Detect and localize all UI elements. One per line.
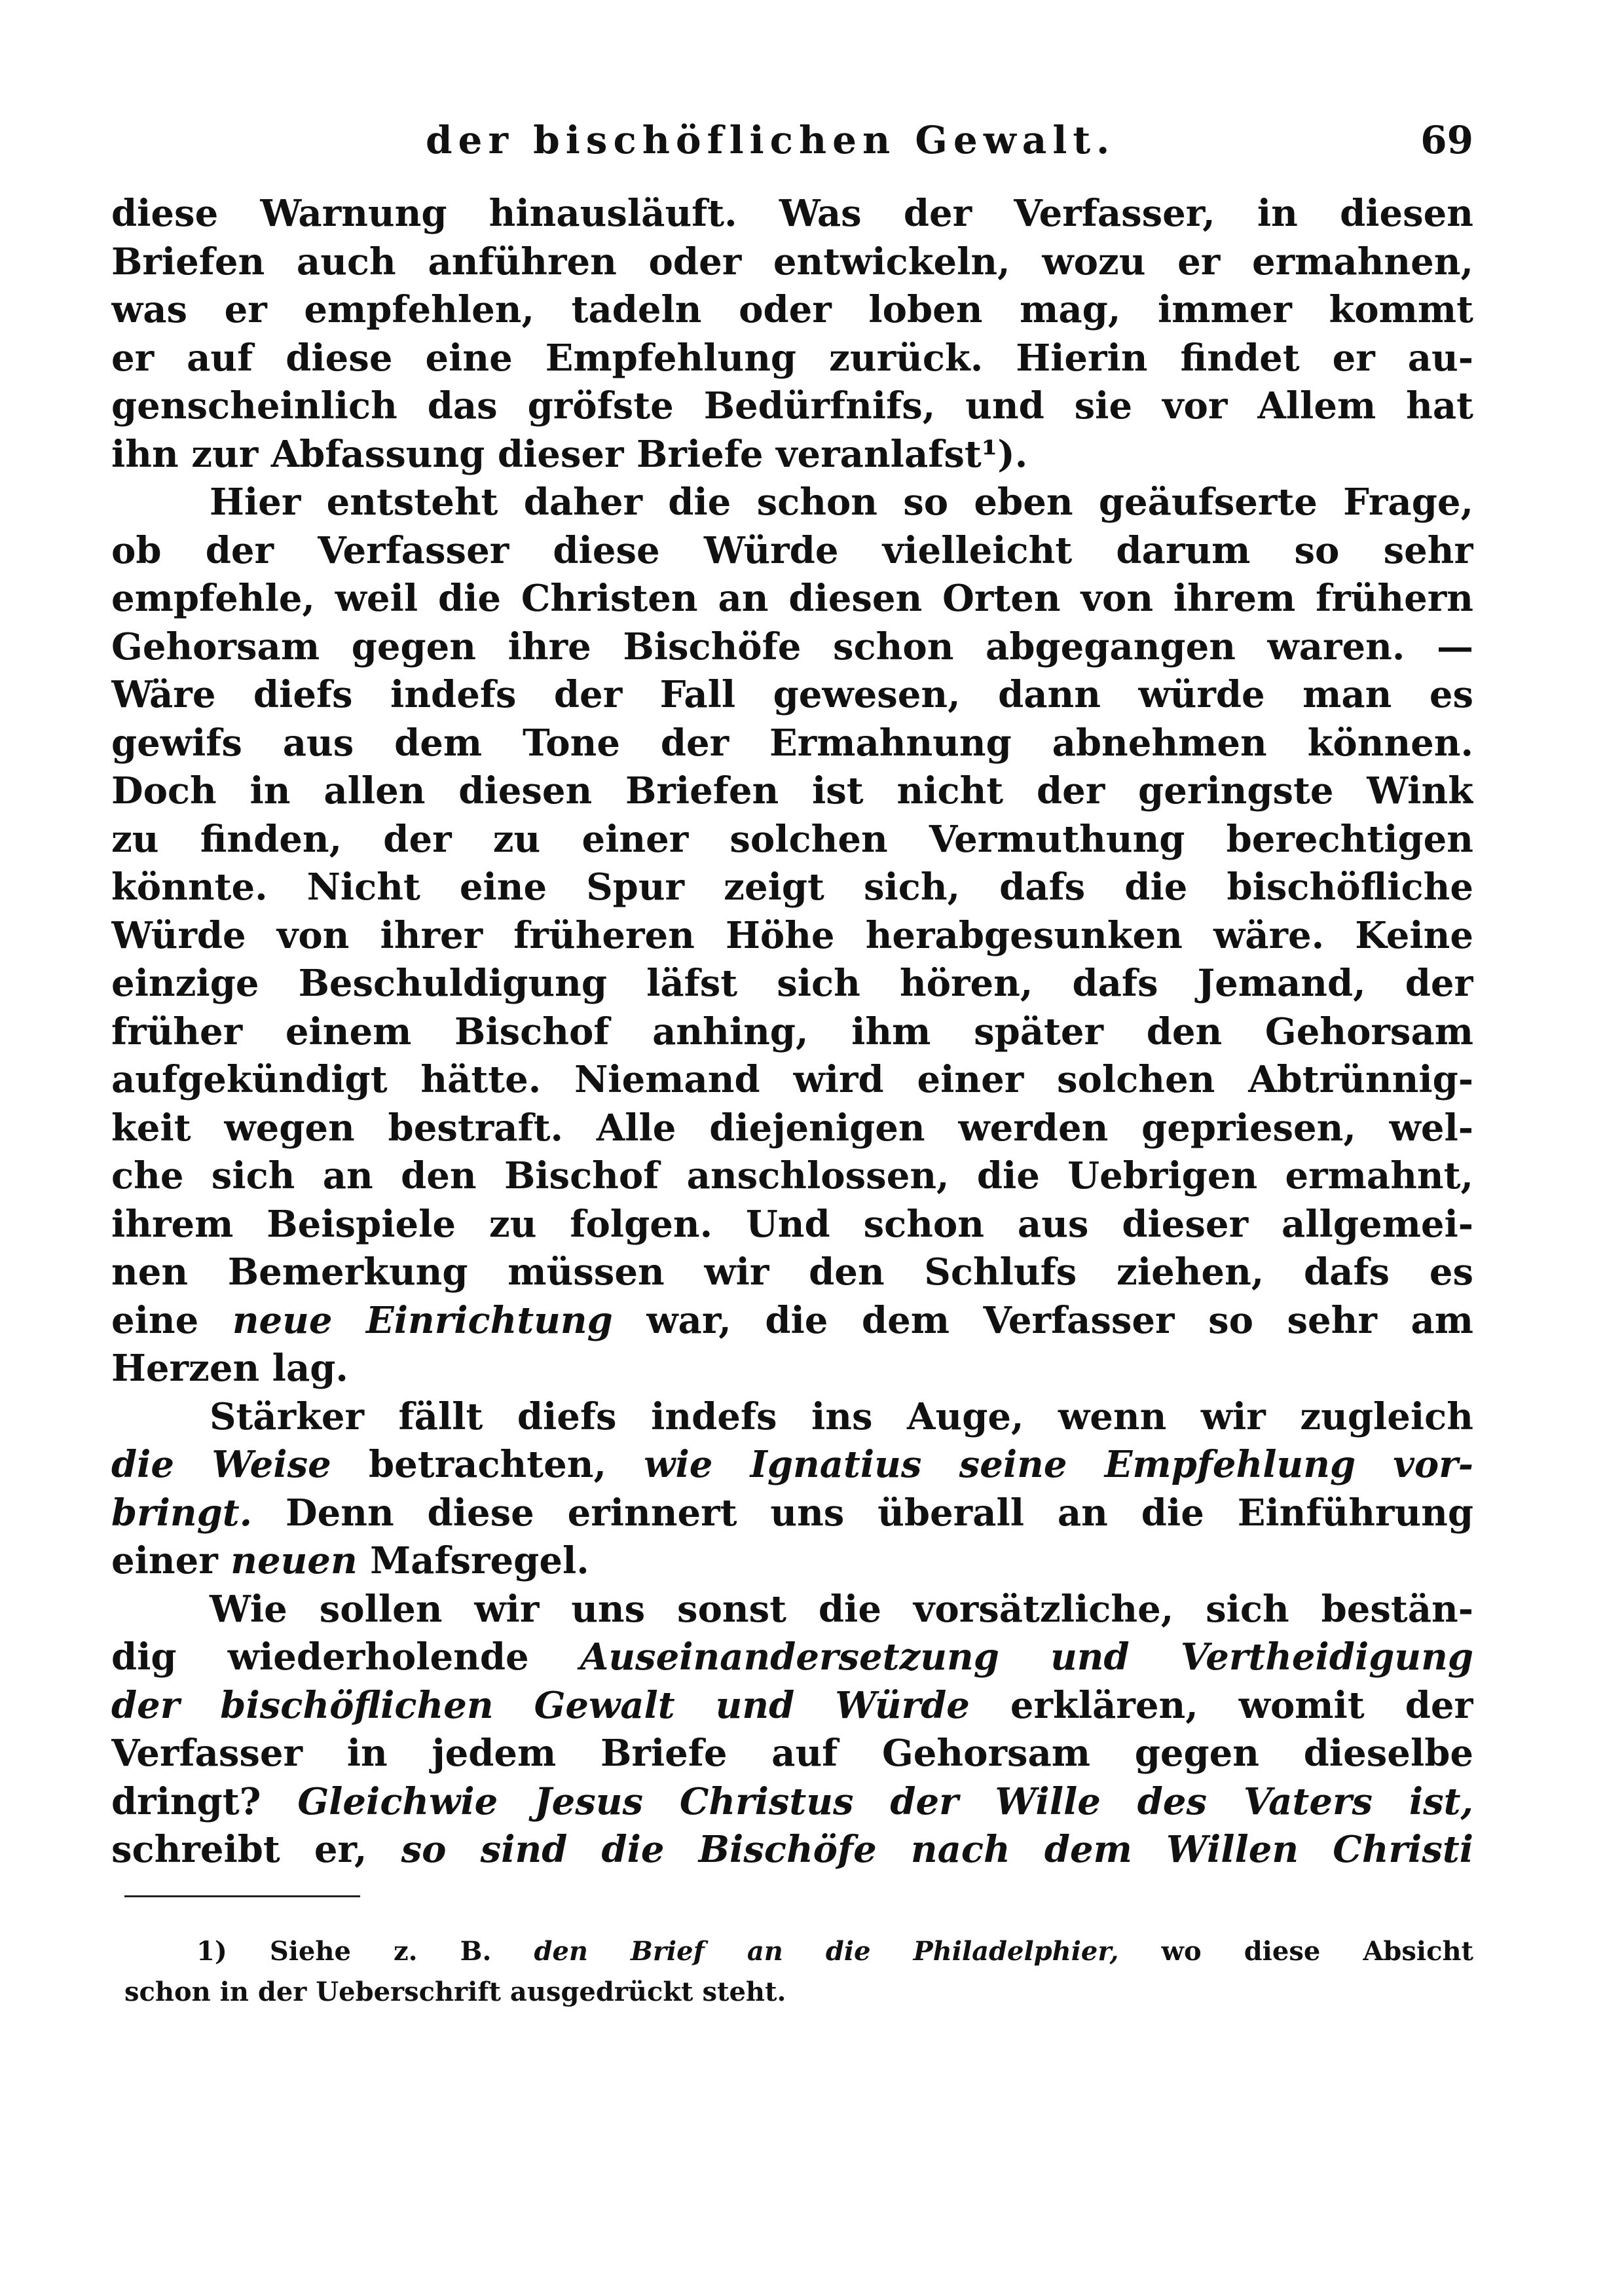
text-line	[111, 1682, 1473, 1730]
text-line	[111, 527, 1473, 575]
text-run: diese Warnung hinausläuft. Was der Verfasser, in diesen	[111, 192, 1473, 235]
italic-text: der bischöflichen Gewalt und Würde	[111, 1683, 970, 1727]
text-run: zu finden, der zu einer solchen Vermuthung berechtigen	[111, 817, 1473, 861]
italic-text: so sind die Bischöfe nach dem Willen Christi	[401, 1828, 1473, 1871]
text-line	[111, 1826, 1473, 1874]
text-line	[111, 767, 1473, 816]
text-line	[111, 1537, 1473, 1586]
text-run: Verfasser in jedem Briefe auf Gehorsam gegen dieselbe	[111, 1732, 1473, 1775]
text-run: einer	[111, 1539, 231, 1582]
text-line	[111, 1104, 1473, 1153]
text-line	[111, 1730, 1473, 1778]
text-run: was er empfehlen, tadeln oder loben mag, immer kommt	[111, 288, 1473, 331]
text-line	[111, 912, 1473, 960]
text-run: Doch in allen diesen Briefen ist nicht der geringste Wink	[111, 769, 1473, 812]
text-run: empfehle, weil die Christen an diesen Orten von ihrem frühern	[111, 577, 1473, 620]
text-run: ob der Verfasser diese Würde vielleicht darum so sehr	[111, 528, 1473, 572]
text-run: Würde von ihrer früheren Höhe herabgesunken wäre. Keine	[111, 913, 1473, 957]
text-run: dig wiederholende	[111, 1635, 580, 1679]
text-line	[111, 286, 1473, 335]
text-line	[111, 1008, 1473, 1057]
text-line	[111, 816, 1473, 864]
text-line	[111, 479, 1473, 527]
text-line	[111, 671, 1473, 720]
text-line	[111, 623, 1473, 672]
page-header	[111, 118, 1473, 170]
text-run: erklären, womit der	[969, 1683, 1473, 1727]
italic-text: wie Ignatius seine Empfehlung vor-	[644, 1443, 1473, 1486]
text-run: schon in der Ueberschrift ausgedrückt steht.	[124, 1977, 786, 2007]
footnote-line	[124, 1972, 1473, 2013]
text-line	[111, 238, 1473, 287]
footnotes	[124, 1931, 1473, 2013]
text-run: Mafsregel.	[357, 1539, 589, 1582]
text-line	[111, 864, 1473, 912]
text-line	[111, 335, 1473, 383]
italic-text: neuen	[231, 1539, 358, 1582]
italic-text: Gleichwie Jesus Christus der Wille des Vaters ist,	[297, 1779, 1473, 1823]
text-run: genscheinlich das gröfste Bedürfnifs, und sie vor Allem hat	[111, 384, 1473, 428]
text-run: che sich an den Bischof anschlossen, die Uebrigen ermahnt,	[111, 1154, 1473, 1197]
text-run: keit wegen bestraft. Alle diejenigen werden gepriesen, wel-	[111, 1106, 1473, 1150]
text-line	[111, 960, 1473, 1008]
text-run: dringt?	[111, 1779, 298, 1823]
text-run: war, die dem Verfasser so sehr am	[612, 1298, 1473, 1342]
text-line	[111, 1345, 1473, 1393]
footnote-line	[124, 1931, 1473, 1972]
text-run: Stärker fällt diefs indefs ins Auge, wenn wir zugleich	[210, 1394, 1473, 1438]
text-line	[111, 1778, 1473, 1827]
text-line	[111, 1152, 1473, 1201]
text-run: nen Bemerkung müssen wir den Schlufs ziehen, dafs es	[111, 1250, 1473, 1294]
text-line	[111, 720, 1473, 768]
text-line	[111, 1586, 1473, 1634]
text-run: gewifs aus dem Tone der Ermahnung abnehmen können.	[111, 721, 1473, 765]
text-line	[111, 1201, 1473, 1249]
text-run: Herzen lag.	[111, 1347, 348, 1390]
text-run: Wie sollen wir uns sonst die vorsätzliche, sich bestän-	[210, 1587, 1473, 1631]
text-line	[111, 575, 1473, 623]
text-run: ihrem Beispiele zu folgen. Und schon aus dieser allgemei-	[111, 1202, 1473, 1246]
text-run: Briefen auch anführen oder entwickeln, wozu er ermahnen,	[111, 240, 1473, 283]
page-number: 69	[1420, 118, 1473, 162]
italic-text: den Brief an die Philadelphier,	[534, 1936, 1119, 1967]
body-text	[111, 190, 1473, 1874]
text-run: eine	[111, 1298, 232, 1342]
italic-text: Auseinandersetzung und Vertheidigung	[580, 1635, 1473, 1679]
text-run: ihn zur Abfassung dieser Briefe veranlafst¹).	[111, 432, 1028, 476]
text-line	[111, 431, 1473, 479]
footnote-divider	[124, 1895, 360, 1897]
italic-text: die Weise	[111, 1443, 331, 1486]
text-line	[111, 1297, 1473, 1345]
text-line	[111, 1633, 1473, 1682]
text-run: aufgekündigt hätte. Niemand wird einer solchen Abtrünnig-	[111, 1058, 1473, 1101]
text-run: betrachten,	[331, 1443, 644, 1486]
text-run: Denn diese erinnert uns überall an die Einführung	[252, 1491, 1473, 1535]
text-run: Hier entsteht daher die schon so eben geäufserte Frage,	[210, 481, 1473, 524]
text-line	[111, 190, 1473, 238]
text-line	[111, 1489, 1473, 1538]
running-title: der bischöflichen Gewalt.	[426, 118, 1116, 162]
text-line	[111, 1393, 1473, 1442]
text-line	[111, 382, 1473, 431]
text-run: 1) Siehe z. B.	[196, 1936, 534, 1967]
text-run: Wäre diefs indefs der Fall gewesen, dann würde man es	[111, 673, 1473, 716]
text-run: einzige Beschuldigung läfst sich hören, dafs Jemand, der	[111, 962, 1473, 1005]
text-run: wo diese Absicht	[1118, 1936, 1473, 1967]
text-line	[111, 1056, 1473, 1104]
text-line	[111, 1248, 1473, 1297]
text-run: könnte. Nicht eine Spur zeigt sich, dafs die bischöfliche	[111, 866, 1473, 909]
text-run: Gehorsam gegen ihre Bischöfe schon abgegangen waren. —	[111, 625, 1473, 668]
italic-text: bringt.	[111, 1491, 253, 1535]
text-line	[111, 1441, 1473, 1489]
text-run: er auf diese eine Empfehlung zurück. Hierin findet er au-	[111, 336, 1473, 380]
text-run: schreibt er,	[111, 1828, 401, 1871]
text-run: früher einem Bischof anhing, ihm später den Gehorsam	[111, 1010, 1473, 1053]
italic-text: neue Einrichtung	[232, 1298, 613, 1342]
